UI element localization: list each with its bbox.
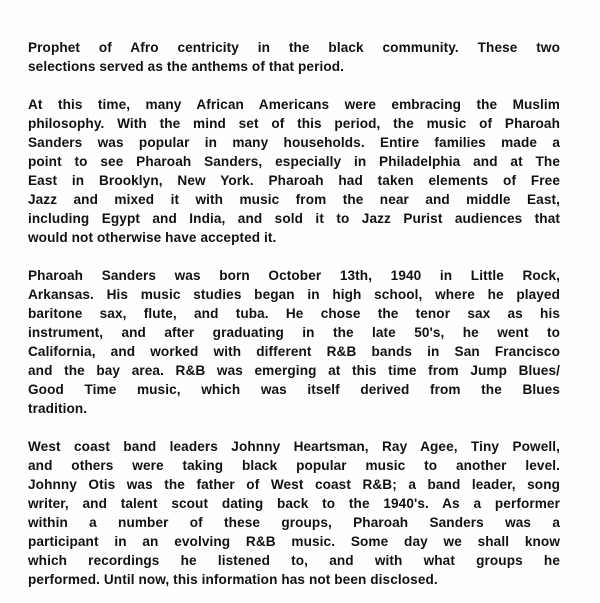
text-line: participant in an evolving R&B music. Some day we shall know: [28, 534, 560, 549]
text-line: point to see Pharoah Sanders, especially in Philadelphia and at The: [28, 154, 560, 169]
text-line: and the bay area. R&B was emerging at this time from Jump Blues/: [28, 363, 560, 378]
text-line: instrument, and after graduating in the late 50's, he went to: [28, 325, 560, 340]
text-line: California, and worked with different R&B bands in San Francisco: [28, 344, 560, 359]
text-line: selections served as the anthems of that period.: [28, 59, 345, 74]
text-line: writer, and talent scout dating back to the 1940's. As a performer: [28, 496, 560, 511]
text-line: At this time, many African Americans were embracing the Muslim: [28, 97, 560, 112]
text-line: which recordings he listened to, and with what groups he: [28, 553, 560, 568]
text-line: Arkansas. His music studies began in high school, where he played: [28, 287, 560, 302]
text-line: baritone sax, flute, and tuba. He chose the tenor sax as his: [28, 306, 560, 321]
text-line: Good Time music, which was itself derived from the Blues: [28, 382, 560, 397]
text-line: performed. Until now, this information has not been disclosed.: [28, 572, 438, 587]
paragraph-1: [28, 38, 560, 76]
text-line: Pharoah Sanders was born October 13th, 1940 in Little Rock,: [28, 268, 560, 283]
paragraph-2: [28, 95, 560, 247]
text-line: tradition.: [28, 401, 88, 416]
paragraph-4: [28, 437, 560, 589]
text-line: including Egypt and India, and sold it to Jazz Purist audiences that: [28, 211, 560, 226]
paragraph-3: [28, 266, 560, 418]
text-line: West coast band leaders Johnny Heartsman, Ray Agee, Tiny Powell,: [28, 439, 560, 454]
text-line: Sanders was popular in many households. Entire families made a: [28, 135, 560, 150]
text-line: East in Brooklyn, New York. Pharoah had taken elements of Free: [28, 173, 560, 188]
text-line: Prophet of Afro centricity in the black community. These two: [28, 40, 560, 55]
text-line: would not otherwise have accepted it.: [28, 230, 277, 245]
text-line: Johnny Otis was the father of West coast R&B; a band leader, song: [28, 477, 560, 492]
text-line: within a number of these groups, Pharoah Sanders was a: [28, 515, 560, 530]
text-line: philosophy. With the mind set of this period, the music of Pharoah: [28, 116, 560, 131]
text-line: Jazz and mixed it with music from the near and middle East,: [28, 192, 560, 207]
text-line: and others were taking black popular music to another level.: [28, 458, 560, 473]
